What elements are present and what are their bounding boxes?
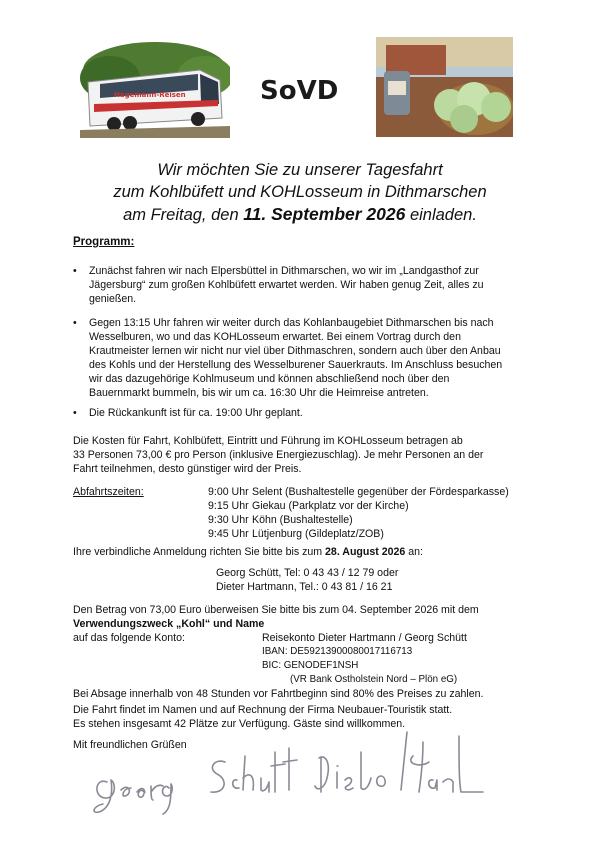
departure-place: Lütjenburg (Gildeplatz/ZOB) xyxy=(252,528,384,540)
heading-line-1: Wir möchten Sie zu unserer Tagesfahrt xyxy=(157,161,443,179)
departure-time: 9:00 Uhr xyxy=(208,486,249,498)
handwritten-signature xyxy=(85,722,485,822)
departure-place: Selent (Bushaltestelle gegenüber der Fördesparkasse) xyxy=(252,486,509,498)
bullet-1: • xyxy=(73,265,77,277)
account-holder: Reisekonto Dieter Hartmann / Georg Schütt xyxy=(262,632,467,644)
program-item-3: Die Rückankunft ist für ca. 19:00 Uhr geplant. xyxy=(89,407,303,419)
departure-time: 9:30 Uhr xyxy=(208,514,249,526)
payment-account-label: auf das folgende Konto: xyxy=(73,632,185,644)
heading-line-3: am Freitag, den 11. September 2026 einladen. xyxy=(123,204,477,224)
bus-sign-text: Hagemann-Reisen xyxy=(114,91,186,99)
program-item-2: Gegen 13:15 Uhr fahren wir weiter durch das Kohlanbaugebiet Dithmarschen bis nach Wesselburen, wo und das KOHLosseum erwartet. Bei einem Vortrag durch den Krautmeister lernen wir nicht nur viel über Dithmaschren, sondern auch über den Anbau des Kohls und der Herstellung des Wesselburener Sauerkrauts. Im Anschluss besuchen wir das dazugehörige Kohlmuseum und können abschließend noch über den Bauernmarkt bummeln, bis wir um ca. 16:30 Uhr die Heimreise antreten. xyxy=(89,317,503,399)
departure-time: 9:45 Uhr xyxy=(208,528,249,540)
payment-line-1: Den Betrag von 73,00 Euro überweisen Sie bitte bis zum 04. September 2026 mit dem xyxy=(73,604,479,616)
contact-2: Dieter Hartmann, Tel.: 0 43 81 / 16 21 xyxy=(216,581,393,593)
registration-deadline: 28. August 2026 xyxy=(325,546,406,558)
registration-text: Ihre verbindliche Anmeldung richten Sie bitte bis zum 28. August 2026 an: xyxy=(73,546,423,558)
departure-time: 9:15 Uhr xyxy=(208,500,249,512)
bic: BIC: GENODEF1NSH xyxy=(262,660,359,671)
costs-paragraph: Die Kosten für Fahrt, Kohlbüfett, Eintritt und Führung im KOHLosseum betragen ab 33 Personen 73,00 € pro Person (inklusive Energiezuschlag). Je mehr Personen an der Fahrt teilnehmen, desto günstiger wird der Preis. xyxy=(73,435,484,475)
closing-line-1: Die Fahrt findet im Namen und auf Rechnung der Firma Neubauer-Touristik statt. xyxy=(73,704,453,716)
bank-name: (VR Bank Ostholstein Nord – Plön eG) xyxy=(290,674,458,685)
cancellation-note: Bei Absage innerhalb von 48 Stunden vor Fahrtbeginn sind 80% des Preises zu zahlen. xyxy=(73,688,484,700)
departure-place: Giekau (Parkplatz vor der Kirche) xyxy=(252,500,409,512)
heading-line-2: zum Kohlbüfett und KOHLosseum in Dithmarschen xyxy=(113,183,487,201)
iban: IBAN: DE59213900080017116713 xyxy=(262,646,413,657)
bus-photo xyxy=(80,40,230,138)
event-date: 11. September 2026 xyxy=(243,204,406,224)
departure-place: Köhn (Bushaltestelle) xyxy=(252,514,353,526)
departures-label: Abfahrtszeiten: xyxy=(73,486,144,498)
greeting: Mit freundlichen Grüßen xyxy=(73,739,187,751)
payment-purpose: Verwendungszweck „Kohl“ und Name xyxy=(73,618,265,630)
sovd-logo: SoVD xyxy=(260,76,339,106)
contact-1: Georg Schütt, Tel: 0 43 43 / 12 79 oder xyxy=(216,567,399,579)
bullet-2: • xyxy=(73,317,77,329)
closing-line-2: Es stehen insgesamt 42 Plätze zur Verfügung. Gäste sind willkommen. xyxy=(73,718,406,730)
cabbage-market-photo xyxy=(376,37,513,137)
program-item-1: Zunächst fahren wir nach Elpersbüttel in Dithmarschen, wo wir im „Landgasthof zur Jägersburg“ zum großen Kohlbüfett erwartet werden. Wir haben genug Zeit, alles zu genießen. xyxy=(89,265,484,305)
program-title: Programm: xyxy=(73,236,135,248)
bullet-3: • xyxy=(73,407,77,419)
